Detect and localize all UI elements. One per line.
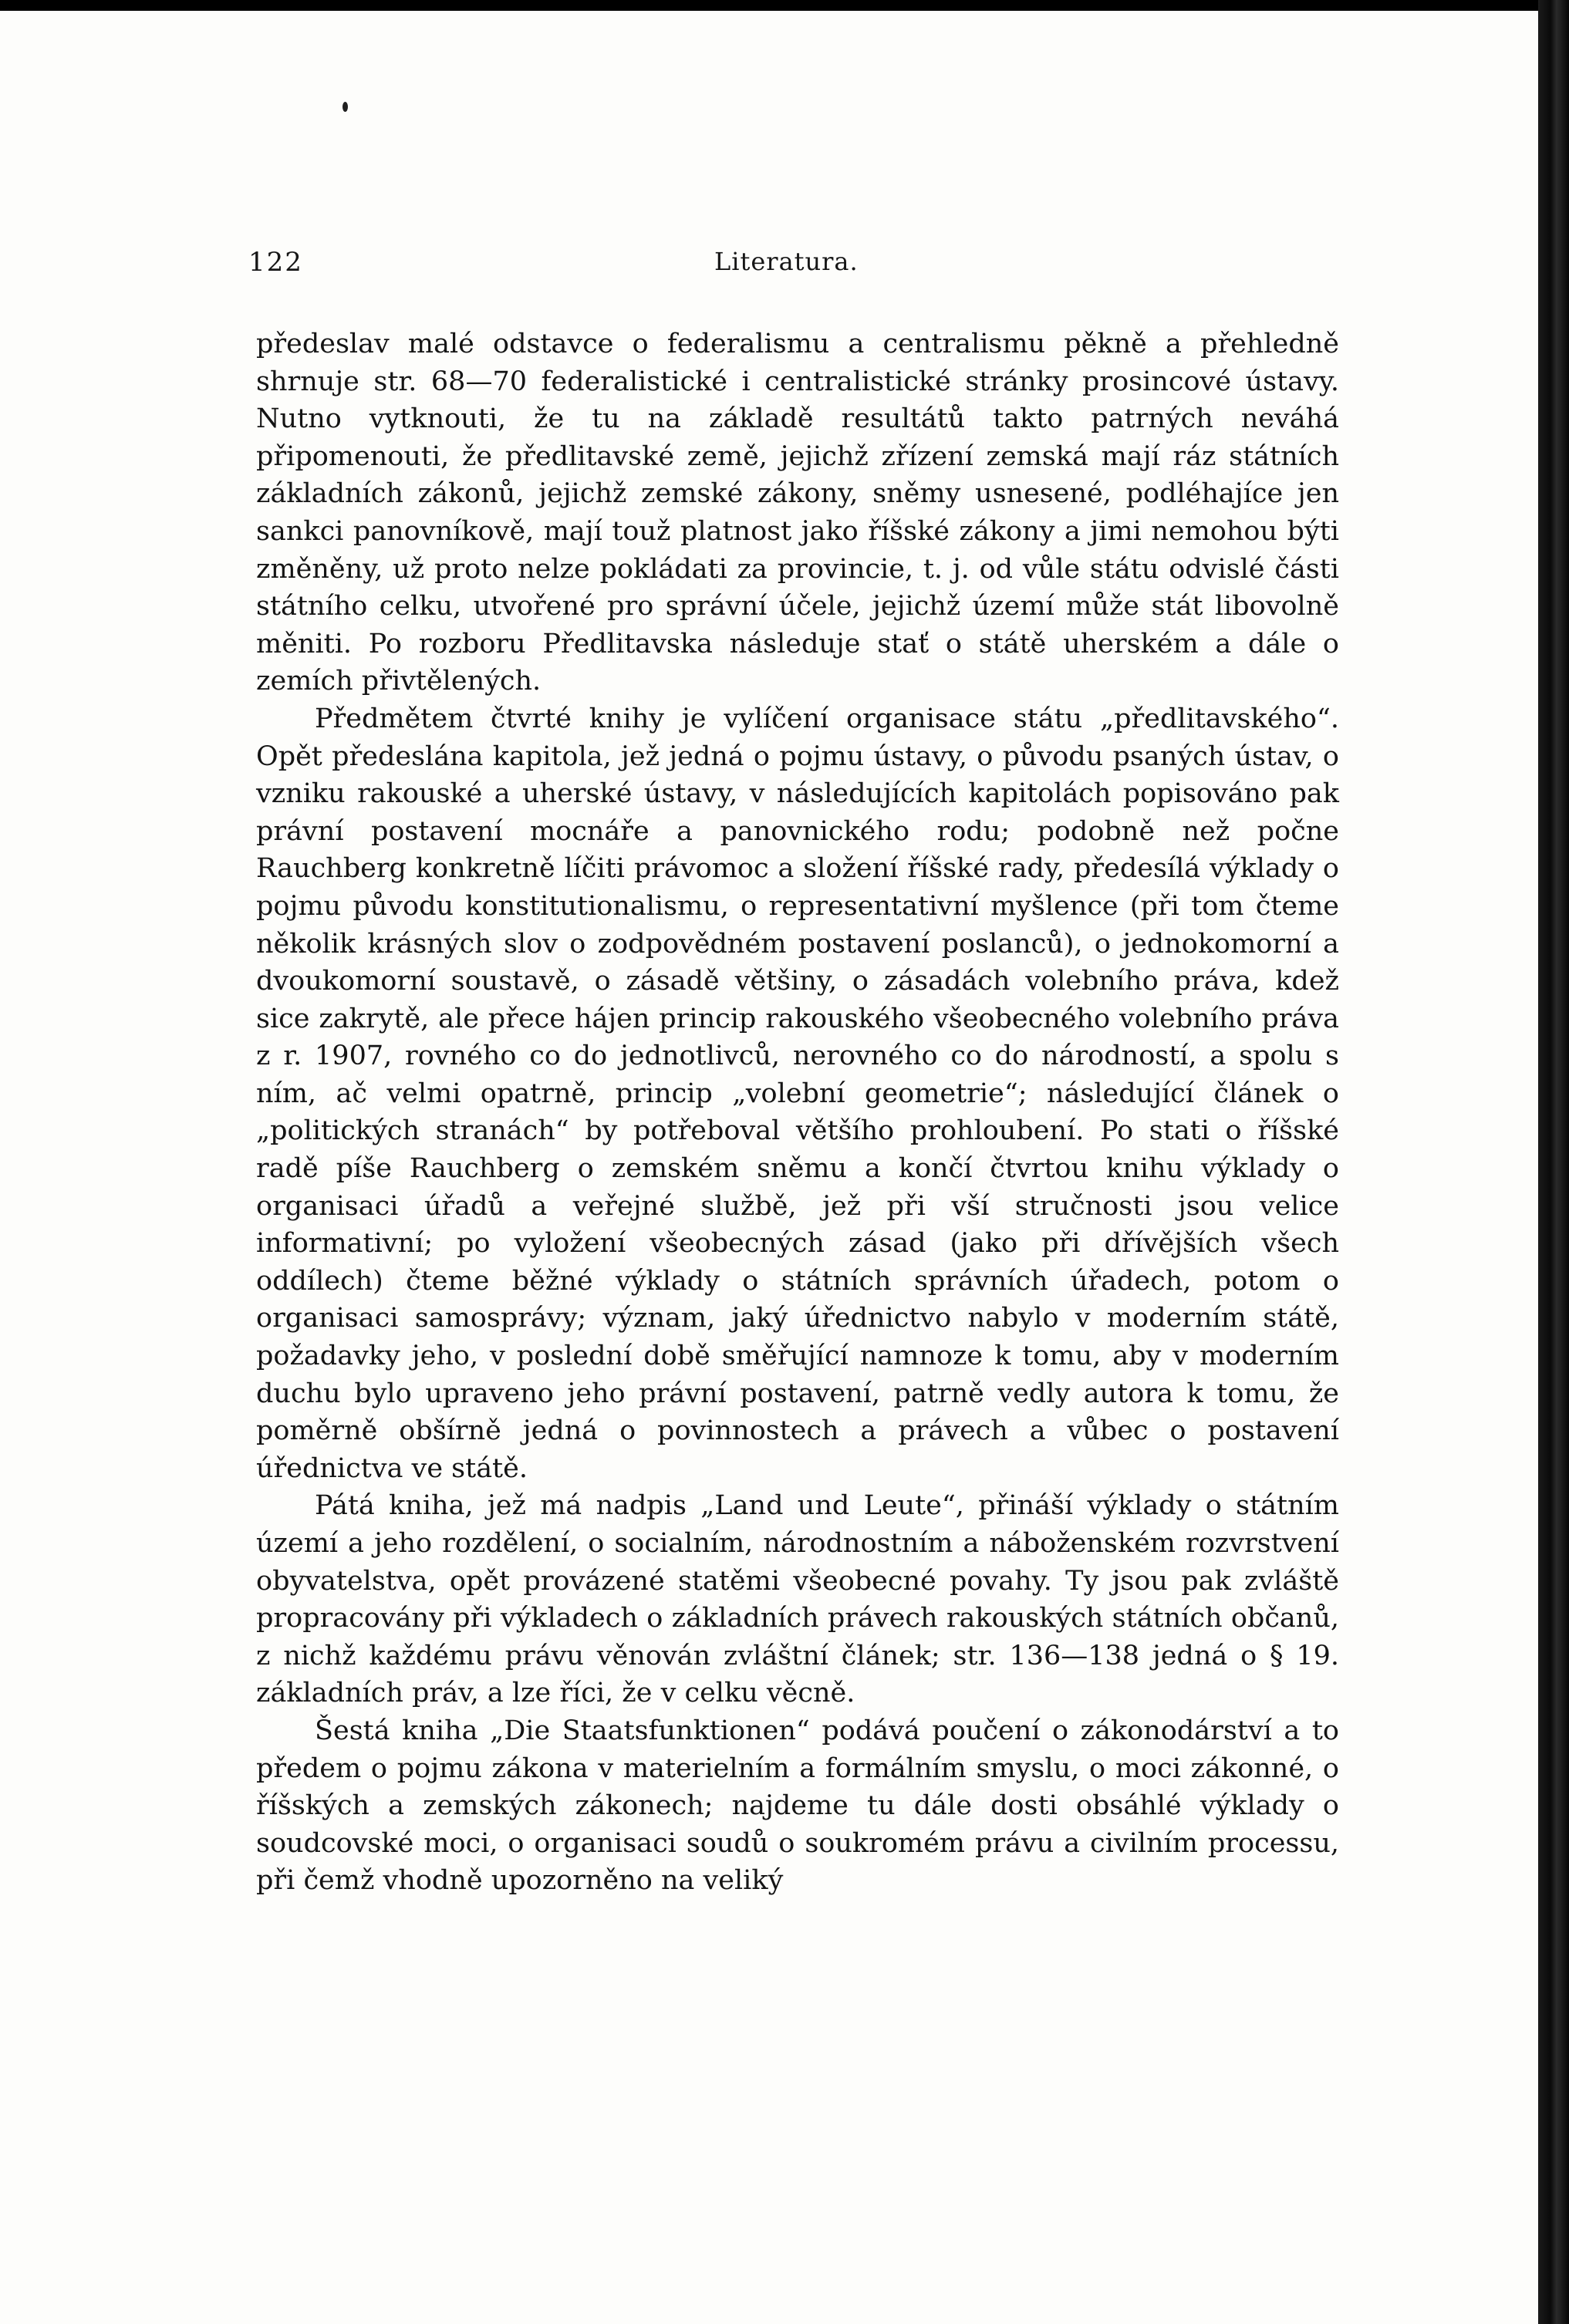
scan-border bbox=[1538, 0, 1569, 2324]
paragraph: Šestá kniha „Die Staatsfunktionen“ podává poučení o zákonodárství a to předem o pojmu zákona v materielním a formálním smyslu, o moci zákonné, o říšských a zemských zákonech; najdeme tu dále dosti obsáhlé výklady o soudcovské moci, o organisaci soudů o soukromém právu a civilním processu, při čemž vhodně upozorněno na veliký bbox=[256, 1715, 1339, 1897]
running-title: Literatura. bbox=[714, 247, 859, 276]
page-header bbox=[248, 247, 1339, 284]
page-number: 122 bbox=[248, 247, 303, 278]
ink-speck bbox=[342, 102, 348, 112]
paragraph: Pátá kniha, jež má nadpis „Land und Leute“, přináší výklady o státním území a jeho rozdělení, o socialním, národnostním a náboženském rozvrstvení obyvatelstva, opět provázené statěmi všeobecné povahy. Ty jsou pak zvláště propracovány při výkladech o základních právech rakouských státních občanů, z nichž každému právu věnován zvláštní článek; str. 136—138 jedná o § 19. základních práv, a lze říci, že v celku věcně. bbox=[256, 1490, 1339, 1709]
paragraph: předeslav malé odstavce o federalismu a centralismu pěkně a přehledně shrnuje str. 68—70 federalistické i centralistické stránky prosincové ústavy. Nutno vytknouti, že tu na základě resultátů takto patrných neváhá připomenouti, že předlitavské země, jejichž zřízení zemská mají ráz státních základních zákonů, jejichž zemské zákony, sněmy usnesené, podléhajíce jen sankci panovníkově, mají touž platnost jako říšské zákony a jimi nemohou býti změněny, už proto nelze pokládati za provincie, t. j. od vůle státu odvislé části státního celku, utvořené pro správní účele, jejichž území může stát libovolně měniti. Po rozboru Předlitavska následuje stať o státě uherském a dále o zemích přivtělených. bbox=[256, 329, 1339, 697]
paragraph: Předmětem čtvrté knihy je vylíčení organisace státu „předlitavského“. Opět předeslána kapitola, jež jedná o pojmu ústavy, o původu psaných ústav, o vzniku rakouské a uherské ústavy, v následujících kapitolách popisováno pak právní postavení mocnáře a panovnického rodu; podobně než počne Rauchberg konkretně líčiti právomoc a složení říšské rady, předesílá výklady o pojmu původu konstitutionalismu, o representativní myšlence (při tom čteme několik krásných slov o zodpovědném postavení poslanců), o jednokomorní a dvoukomorní soustavě, o zásadě většiny, o zásadách volebního práva, kdež sice zakrytě, ale přece hájen princip rakouského všeobecného volebního práva z r. 1907, rovného co do jednotlivců, nerovného co do národností, a spolu s ním, ač velmi opatrně, princip „volební geometrie“; následující článek o „politických stranách“ by potřeboval většího prohloubení. Po stati o říšské radě píše Rauchberg o zemském sněmu a končí čtvrtou knihu výklady o organisaci úřadů a veřejné službě, jež při vší stručnosti jsou velice informativní; po vyložení všeobecných zásad (jako při dřívějších všech oddílech) čteme běžné výklady o státních správních úřadech, potom o organisaci samosprávy; význam, jaký úřednictvo nabylo v moderním státě, požadavky jeho, v poslední době směřující namnoze k tomu, aby v moderním duchu bylo upraveno jeho právní postavení, patrně vedly autora k tomu, že poměrně obšírně jedná o povinnostech a právech a vůbec o postavení úřednictva ve státě. bbox=[256, 703, 1339, 1484]
body-text bbox=[256, 325, 1339, 1900]
scanned-page bbox=[0, 11, 1538, 2324]
